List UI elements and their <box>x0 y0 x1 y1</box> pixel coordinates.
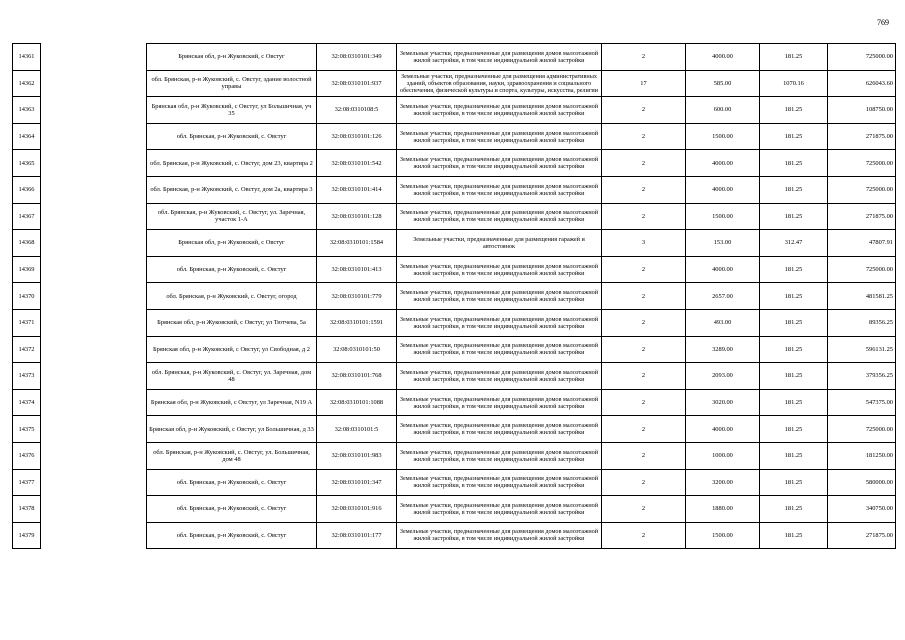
address-cell: обл. Брянская, р-н Жуковский, с. Овстуг <box>147 522 317 549</box>
cadastral-value-cell: 725000.00 <box>828 176 896 203</box>
address-cell: обл. Брянская, р-н Жуковский, с. Овстуг <box>147 256 317 283</box>
cadastral-value-cell: 108750.00 <box>828 97 896 124</box>
table-row <box>13 309 896 336</box>
table-row <box>13 336 896 363</box>
purpose-code-cell: 2 <box>602 389 686 416</box>
row-id-cell: 14373 <box>13 363 41 390</box>
address-cell: обл. Брянская, р-н Жуковский, с. Овстуг, ул. Заречная, дом 48 <box>147 363 317 390</box>
specific-value-cell: 181.25 <box>760 123 828 150</box>
purpose-code-cell: 2 <box>602 123 686 150</box>
specific-value-cell: 181.25 <box>760 176 828 203</box>
specific-value-cell: 181.25 <box>760 44 828 71</box>
cadastral-number-cell: 32:08:0310101:937 <box>317 70 397 97</box>
row-id-cell: 14376 <box>13 442 41 469</box>
address-cell: Брянская обл, р-н Жуковский, с Овстуг, ул Заречная, N19 А <box>147 389 317 416</box>
specific-value-cell: 181.25 <box>760 97 828 124</box>
area-cell: 585.00 <box>686 70 760 97</box>
cadastral-number-cell: 32:08:0310101:414 <box>317 176 397 203</box>
specific-value-cell: 181.25 <box>760 309 828 336</box>
address-cell: обл. Брянская, р-н Жуковский, с. Овстуг <box>147 496 317 523</box>
table-row <box>13 283 896 310</box>
purpose-code-cell: 2 <box>602 283 686 310</box>
spacer-cell <box>41 389 147 416</box>
specific-value-cell: 181.25 <box>760 336 828 363</box>
land-purpose-cell: Земельные участки, предназначенные для размещения административных зданий, объектов образования, науки, здравоохранения и социального обеспечения, физической культуры и спорта, культуры, искусства, религии <box>397 70 602 97</box>
table-row <box>13 203 896 230</box>
cadastral-number-cell: 32:08:0310101:128 <box>317 203 397 230</box>
address-cell: Брянская обл, р-н Жуковский, с Овстуг <box>147 230 317 257</box>
area-cell: 3200.00 <box>686 469 760 496</box>
cadastral-number-cell: 32:08:0310101:177 <box>317 522 397 549</box>
row-id-cell: 14366 <box>13 176 41 203</box>
specific-value-cell: 181.25 <box>760 522 828 549</box>
cadastral-number-cell: 32:08:0310101:768 <box>317 363 397 390</box>
address-cell: обл. Брянская, р-н Жуковский, с. Овстуг, ул. Заречная, участок 1-А <box>147 203 317 230</box>
area-cell: 4000.00 <box>686 256 760 283</box>
land-purpose-cell: Земельные участки, предназначенные для размещения домов малоэтажной жилой застройки, в том числе индивидуальной жилой застройки <box>397 150 602 177</box>
area-cell: 493.00 <box>686 309 760 336</box>
purpose-code-cell: 2 <box>602 150 686 177</box>
spacer-cell <box>41 416 147 443</box>
specific-value-cell: 181.25 <box>760 150 828 177</box>
cadastral-value-cell: 725000.00 <box>828 150 896 177</box>
spacer-cell <box>41 70 147 97</box>
purpose-code-cell: 2 <box>602 363 686 390</box>
row-id-cell: 14363 <box>13 97 41 124</box>
spacer-cell <box>41 363 147 390</box>
land-purpose-cell: Земельные участки, предназначенные для размещения домов малоэтажной жилой застройки, в том числе индивидуальной жилой застройки <box>397 522 602 549</box>
cadastral-number-cell: 32:08:0310101:349 <box>317 44 397 71</box>
row-id-cell: 14365 <box>13 150 41 177</box>
area-cell: 1500.00 <box>686 522 760 549</box>
cadastral-value-cell: 89356.25 <box>828 309 896 336</box>
spacer-cell <box>41 309 147 336</box>
address-cell: Брянская обл, р-н Жуковский, с Овстуг, ул Большичная, д 33 <box>147 416 317 443</box>
spacer-cell <box>41 336 147 363</box>
table-row <box>13 123 896 150</box>
table-row <box>13 97 896 124</box>
address-cell: Брянская обл, р-н Жуковский, с Овстуг, ул Тютчева, 5а <box>147 309 317 336</box>
purpose-code-cell: 2 <box>602 44 686 71</box>
row-id-cell: 14367 <box>13 203 41 230</box>
spacer-cell <box>41 203 147 230</box>
row-id-cell: 14361 <box>13 44 41 71</box>
land-purpose-cell: Земельные участки, предназначенные для размещения домов малоэтажной жилой застройки, в том числе индивидуальной жилой застройки <box>397 203 602 230</box>
spacer-cell <box>41 123 147 150</box>
cadastral-value-cell: 271875.00 <box>828 123 896 150</box>
area-cell: 4000.00 <box>686 176 760 203</box>
area-cell: 1500.00 <box>686 123 760 150</box>
table-row <box>13 44 896 71</box>
spacer-cell <box>41 230 147 257</box>
cadastral-value-cell: 547375.00 <box>828 389 896 416</box>
row-id-cell: 14378 <box>13 496 41 523</box>
land-purpose-cell: Земельные участки, предназначенные для размещения домов малоэтажной жилой застройки, в том числе индивидуальной жилой застройки <box>397 442 602 469</box>
spacer-cell <box>41 44 147 71</box>
cadastral-value-cell: 596131.25 <box>828 336 896 363</box>
cadastral-value-cell: 725000.00 <box>828 44 896 71</box>
row-id-cell: 14375 <box>13 416 41 443</box>
specific-value-cell: 181.25 <box>760 203 828 230</box>
page-number: 769 <box>877 18 889 27</box>
land-purpose-cell: Земельные участки, предназначенные для размещения домов малоэтажной жилой застройки, в том числе индивидуальной жилой застройки <box>397 97 602 124</box>
land-purpose-cell: Земельные участки, предназначенные для размещения домов малоэтажной жилой застройки, в том числе индивидуальной жилой застройки <box>397 309 602 336</box>
table-row <box>13 522 896 549</box>
land-purpose-cell: Земельные участки, предназначенные для размещения домов малоэтажной жилой застройки, в том числе индивидуальной жилой застройки <box>397 389 602 416</box>
row-id-cell: 14374 <box>13 389 41 416</box>
cadastral-number-cell: 32:08:0310101:916 <box>317 496 397 523</box>
area-cell: 1880.00 <box>686 496 760 523</box>
address-cell: обл. Брянская, р-н Жуковский, с. Овстуг, дом 23, квартира 2 <box>147 150 317 177</box>
spacer-cell <box>41 176 147 203</box>
specific-value-cell: 312.47 <box>760 230 828 257</box>
spacer-cell <box>41 522 147 549</box>
specific-value-cell: 181.25 <box>760 363 828 390</box>
address-cell: обл. Брянская, р-н Жуковский, с. Овстуг, огород <box>147 283 317 310</box>
land-purpose-cell: Земельные участки, предназначенные для размещения домов малоэтажной жилой застройки, в том числе индивидуальной жилой застройки <box>397 44 602 71</box>
area-cell: 4000.00 <box>686 416 760 443</box>
row-id-cell: 14368 <box>13 230 41 257</box>
cadastral-number-cell: 32:08:0310101:1584 <box>317 230 397 257</box>
table-row <box>13 389 896 416</box>
cadastral-number-cell: 32:08:0310101:1591 <box>317 309 397 336</box>
spacer-cell <box>41 496 147 523</box>
area-cell: 4000.00 <box>686 44 760 71</box>
area-cell: 2657.00 <box>686 283 760 310</box>
land-purpose-cell: Земельные участки, предназначенные для размещения гаражей и автостоянок <box>397 230 602 257</box>
cadastral-number-cell: 32:08:0310101:779 <box>317 283 397 310</box>
row-id-cell: 14379 <box>13 522 41 549</box>
address-cell: Брянская обл, р-н Жуковский, с Овстуг <box>147 44 317 71</box>
address-cell: обл. Брянская, р-н Жуковский, с. Овстуг <box>147 123 317 150</box>
land-purpose-cell: Земельные участки, предназначенные для размещения домов малоэтажной жилой застройки, в том числе индивидуальной жилой застройки <box>397 363 602 390</box>
cadastral-number-cell: 32:08:0310101:983 <box>317 442 397 469</box>
cadastral-number-cell: 32:08:0310101:347 <box>317 469 397 496</box>
spacer-cell <box>41 442 147 469</box>
address-cell: Брянская обл, р-н Жуковский, с Овстуг, ул Свободная, д 2 <box>147 336 317 363</box>
cadastral-value-cell: 725000.00 <box>828 256 896 283</box>
land-purpose-cell: Земельные участки, предназначенные для размещения домов малоэтажной жилой застройки, в том числе индивидуальной жилой застройки <box>397 123 602 150</box>
specific-value-cell: 181.25 <box>760 416 828 443</box>
address-cell: обл. Брянская, р-н Жуковский, с. Овстуг <box>147 469 317 496</box>
specific-value-cell: 181.25 <box>760 256 828 283</box>
land-purpose-cell: Земельные участки, предназначенные для размещения домов малоэтажной жилой застройки, в том числе индивидуальной жилой застройки <box>397 283 602 310</box>
land-purpose-cell: Земельные участки, предназначенные для размещения домов малоэтажной жилой застройки, в том числе индивидуальной жилой застройки <box>397 176 602 203</box>
table-row <box>13 70 896 97</box>
row-id-cell: 14369 <box>13 256 41 283</box>
purpose-code-cell: 2 <box>602 496 686 523</box>
spacer-cell <box>41 97 147 124</box>
area-cell: 1000.00 <box>686 442 760 469</box>
land-purpose-cell: Земельные участки, предназначенные для размещения домов малоэтажной жилой застройки, в том числе индивидуальной жилой застройки <box>397 256 602 283</box>
row-id-cell: 14364 <box>13 123 41 150</box>
cadastral-number-cell: 32:08:0310101:542 <box>317 150 397 177</box>
land-plots-table <box>12 43 896 549</box>
area-cell: 3289.00 <box>686 336 760 363</box>
table-row <box>13 442 896 469</box>
specific-value-cell: 181.25 <box>760 389 828 416</box>
purpose-code-cell: 2 <box>602 522 686 549</box>
specific-value-cell: 1070.16 <box>760 70 828 97</box>
cadastral-value-cell: 481581.25 <box>828 283 896 310</box>
specific-value-cell: 181.25 <box>760 442 828 469</box>
purpose-code-cell: 2 <box>602 469 686 496</box>
purpose-code-cell: 2 <box>602 176 686 203</box>
address-cell: обл. Брянская, р-н Жуковский, с. Овстуг, ул. Большичная, дом 48 <box>147 442 317 469</box>
address-cell: Брянская обл, р-н Жуковский, с Овстуг, ул Большичная, уч 35 <box>147 97 317 124</box>
purpose-code-cell: 17 <box>602 70 686 97</box>
specific-value-cell: 181.25 <box>760 283 828 310</box>
purpose-code-cell: 2 <box>602 256 686 283</box>
table-row <box>13 496 896 523</box>
cadastral-value-cell: 379356.25 <box>828 363 896 390</box>
cadastral-number-cell: 32:08:0310101:50 <box>317 336 397 363</box>
table-row <box>13 363 896 390</box>
cadastral-number-cell: 32:08:0310101:413 <box>317 256 397 283</box>
table-body <box>13 44 896 549</box>
area-cell: 3020.00 <box>686 389 760 416</box>
row-id-cell: 14370 <box>13 283 41 310</box>
cadastral-value-cell: 47807.91 <box>828 230 896 257</box>
cadastral-number-cell: 32:08:0310101:5 <box>317 416 397 443</box>
table-row <box>13 230 896 257</box>
address-cell: обл. Брянская, р-н Жуковский, с. Овстуг, дом 2а, квартира 3 <box>147 176 317 203</box>
land-purpose-cell: Земельные участки, предназначенные для размещения домов малоэтажной жилой застройки, в том числе индивидуальной жилой застройки <box>397 416 602 443</box>
cadastral-value-cell: 181250.00 <box>828 442 896 469</box>
table-row <box>13 176 896 203</box>
land-purpose-cell: Земельные участки, предназначенные для размещения домов малоэтажной жилой застройки, в том числе индивидуальной жилой застройки <box>397 469 602 496</box>
table-row <box>13 469 896 496</box>
spacer-cell <box>41 256 147 283</box>
cadastral-number-cell: 32:08:0310101:126 <box>317 123 397 150</box>
address-cell: обл. Брянская, р-н Жуковский, с. Овстуг, здание волостной управы <box>147 70 317 97</box>
table-row <box>13 256 896 283</box>
purpose-code-cell: 2 <box>602 336 686 363</box>
purpose-code-cell: 2 <box>602 309 686 336</box>
cadastral-number-cell: 32:08:0310101:1088 <box>317 389 397 416</box>
table-row <box>13 416 896 443</box>
purpose-code-cell: 3 <box>602 230 686 257</box>
cadastral-number-cell: 32:08:0310108:5 <box>317 97 397 124</box>
specific-value-cell: 181.25 <box>760 496 828 523</box>
row-id-cell: 14371 <box>13 309 41 336</box>
land-purpose-cell: Земельные участки, предназначенные для размещения домов малоэтажной жилой застройки, в том числе индивидуальной жилой застройки <box>397 496 602 523</box>
purpose-code-cell: 2 <box>602 203 686 230</box>
cadastral-value-cell: 340750.00 <box>828 496 896 523</box>
purpose-code-cell: 2 <box>602 416 686 443</box>
cadastral-value-cell: 271875.00 <box>828 203 896 230</box>
spacer-cell <box>41 283 147 310</box>
area-cell: 600.00 <box>686 97 760 124</box>
cadastral-value-cell: 580000.00 <box>828 469 896 496</box>
table-row <box>13 150 896 177</box>
land-purpose-cell: Земельные участки, предназначенные для размещения домов малоэтажной жилой застройки, в том числе индивидуальной жилой застройки <box>397 336 602 363</box>
row-id-cell: 14372 <box>13 336 41 363</box>
cadastral-value-cell: 725000.00 <box>828 416 896 443</box>
cadastral-value-cell: 626043.60 <box>828 70 896 97</box>
area-cell: 153.00 <box>686 230 760 257</box>
row-id-cell: 14362 <box>13 70 41 97</box>
spacer-cell <box>41 150 147 177</box>
purpose-code-cell: 2 <box>602 442 686 469</box>
purpose-code-cell: 2 <box>602 97 686 124</box>
area-cell: 2093.00 <box>686 363 760 390</box>
spacer-cell <box>41 469 147 496</box>
area-cell: 1500.00 <box>686 203 760 230</box>
area-cell: 4000.00 <box>686 150 760 177</box>
cadastral-value-cell: 271875.00 <box>828 522 896 549</box>
specific-value-cell: 181.25 <box>760 469 828 496</box>
row-id-cell: 14377 <box>13 469 41 496</box>
